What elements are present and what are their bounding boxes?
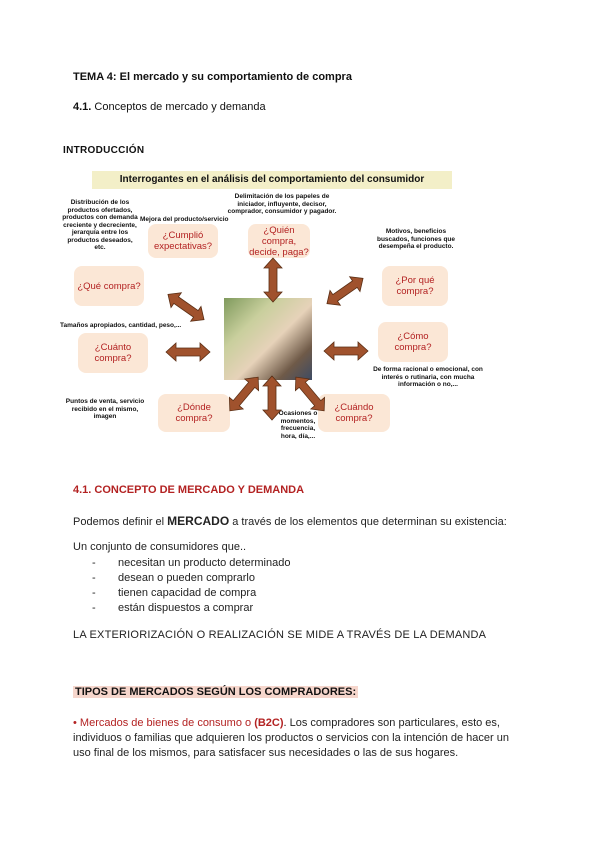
arrow-quien bbox=[264, 258, 282, 302]
note-mejora: Mejora del producto/servicio bbox=[140, 216, 229, 223]
consumer-list bbox=[92, 556, 290, 616]
topic-title: TEMA 4: El mercado y su comportamiento de compra bbox=[73, 71, 352, 83]
bubble-como: ¿Cómo compra? bbox=[378, 322, 448, 362]
note-ocasiones: Ocasiones o momentos, frecuencia, hora, día,... bbox=[278, 410, 318, 440]
arrow-donde bbox=[223, 371, 265, 416]
subtopic-title: 4.1. Conceptos de mercado y demanda bbox=[73, 101, 266, 113]
note-tamanos: Tamaños apropiados, cantidad, peso,... bbox=[60, 322, 182, 329]
demand-statement: LA EXTERIORIZACIÓN O REALIZACIÓN SE MIDE A TRAVÉS DE LA DEMANDA bbox=[73, 629, 487, 641]
types-heading: TIPOS DE MERCADOS SEGÚN LOS COMPRADORES: bbox=[75, 686, 357, 698]
arrow-ocasiones bbox=[263, 376, 281, 420]
section-heading: 4.1. CONCEPTO DE MERCADO Y DEMANDA bbox=[73, 484, 305, 496]
list-item: - tienen capacidad de compra bbox=[92, 587, 257, 599]
bubble-donde: ¿Dónde compra? bbox=[158, 394, 230, 432]
arrow-como bbox=[324, 342, 368, 360]
bubble-cuanto: ¿Cuánto compra? bbox=[78, 333, 148, 373]
bubble-que: ¿Qué compra? bbox=[74, 266, 144, 306]
note-racional: De forma racional o emocional, con interés o rutinaria, con mucha información o no,... bbox=[373, 366, 483, 388]
b2c-paragraph: • Mercados de bienes de consumo o (B2C). Los compradores son particulares, esto es, individuos o familias que adquieren los productos o servicios con la intención de hacer un uso final de los mismos, para satisfacer sus necesidades o las de sus hogares. bbox=[73, 717, 509, 759]
list-intro: Un conjunto de consumidores que.. bbox=[73, 541, 247, 553]
bubble-cumplio: ¿Cumplió expectativas? bbox=[148, 224, 218, 258]
bubble-cuando: ¿Cuándo compra? bbox=[318, 394, 390, 432]
arrow-porque bbox=[322, 271, 368, 311]
note-papeles: Delimitación de los papeles de iniciador, influyente, decisor, comprador, consumidor y pagador. bbox=[227, 193, 337, 215]
bubble-porque: ¿Por qué compra? bbox=[382, 266, 448, 306]
list-item: - necesitan un producto determinado bbox=[92, 557, 291, 569]
diagram-banner: Interrogantes en el análisis del comportamiento del consumidor bbox=[92, 171, 452, 189]
intro-heading: INTRODUCCIÓN bbox=[63, 145, 145, 156]
list-item: - están dispuestos a comprar bbox=[92, 602, 254, 614]
note-motivos: Motivos, beneficios buscados, funciones que desempeña el producto. bbox=[376, 228, 455, 250]
note-distribucion: Distribución de los productos ofertados, productos con demanda creciente y decreciente, jerarquía entre los productos deseados, etc. bbox=[62, 199, 138, 251]
note-puntos: Puntos de venta, servicio recibido en el mismo, imagen bbox=[65, 398, 145, 420]
bubble-quien: ¿Quién compra, decide, paga? bbox=[249, 224, 309, 258]
arrow-cuanto bbox=[166, 343, 210, 361]
list-item: - desean o pueden comprarlo bbox=[92, 572, 255, 584]
market-definition: Podemos definir el MERCADO a través de los elementos que determinan su existencia: bbox=[73, 514, 507, 528]
arrow-que bbox=[163, 287, 209, 327]
arrow-cuando bbox=[289, 371, 331, 416]
